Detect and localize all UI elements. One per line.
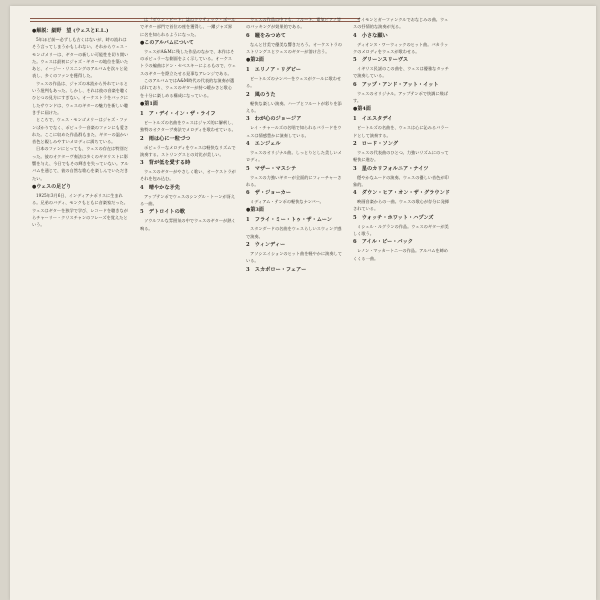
paragraph: ウェスの代表曲のひとつ。力強いリズムにのって軽快に進む。 — [353, 149, 449, 163]
paragraph: レイ・チャールズの名唱で知られるバラードをウェスは情感豊かに演奏している。 — [246, 125, 342, 138]
paragraph: ウェスの力強いギターが全面的にフィーチャーされる。 — [246, 174, 342, 187]
track-title: 2 ロード・ソング — [353, 140, 399, 147]
paragraph: 穏やかなムードの演奏。ウェスの優しい音色が印象的。 — [353, 174, 449, 187]
track-title: 2 ウィンディー — [246, 242, 286, 249]
paragraph: ウェスがA&Mに残した作品のなかで、本作はそのポピュラーな側面をよく示している。オーケストラの編曲はドン・セベスキーによるもので、ウェスのギターを際立たせる見事なアレンジである。 — [140, 48, 236, 76]
paragraph: ミディアム・テンポの軽快なナンバー。 — [250, 199, 324, 205]
track-title: 5 デトロイトの歌 — [140, 209, 185, 216]
paragraph: 映画音楽からの一曲。ウェスの歌心が存分に発揮されている。 — [353, 199, 449, 212]
section-heading: ●第1面 — [140, 100, 158, 107]
track-title: 1 ア・デイ・イン・ザ・ライフ — [140, 110, 216, 117]
paragraph: ミシェル・ルグランの作品。ウェスのギターが美しく歌う。 — [353, 223, 449, 237]
paragraph: アップテンポでウェスのシングル・トーンが冴える一曲。 — [140, 193, 236, 207]
paragraph: 軽快な楽しい演奏。ハープとフルートが彩りを添える。 — [246, 100, 342, 114]
column-4 — [353, 16, 451, 262]
track-title: 1 フライ・ミー・トゥ・ザ・ムーン — [246, 217, 332, 224]
notes-subtitle: (ウェスとE.L.) — [73, 28, 109, 34]
paragraph: ウェスのオリジナル曲。しっとりとした美しいメロディ。 — [246, 149, 342, 163]
paragraph: ビートルズの名曲をウェスはジャズ的に解釈し、独特のオクターヴ奏法でメロディを歌わせている。 — [140, 119, 236, 133]
notes-header — [32, 26, 130, 36]
paragraph: イギリス民謡のこの曲を、ウェスは優雅なタッチで演奏している。 — [353, 66, 449, 79]
paragraph: ポピュラーなメロディをウェスは軽快なリズムで演奏する。ストリングスとの対比が美しい。 — [140, 144, 236, 157]
paragraph: ウェスのギターがやさしく歌い、オーケストラがそれを包み込む。 — [140, 169, 236, 182]
track-title: 3 わが心のジョージア — [246, 116, 302, 123]
notes-header-mark: ●解説： — [32, 28, 52, 34]
track-title: 6 瞳をみつめて — [246, 32, 286, 39]
paragraph: ウェスの作品は、ジャズの本流から外れているという批判もあった。しかし、それは彼の音楽を聴くひとつの見方にすぎない。オーケストラをバックにしたサウンドは、ウェスのギターの魅力を新しい聴き手に届けた。 — [32, 80, 129, 115]
column-3 — [246, 16, 344, 275]
paragraph: ところで、ウェス・モンゴメリーはジャズ・ファンばかりでなく、ポピュラー音楽のファンにも愛された。ここに収めた作品群もまた、ギターの温かい音色と親しみやすいメロディに満ちている。 — [32, 117, 129, 145]
track-title: 2 風のうた — [246, 91, 276, 98]
paragraph: 1925年3月6日、インディアナポリスに生まれる。兄弟のバディ、モンクもともに音楽家だった。ウェスはギターを独学で学び、レコードを聴きながらチャーリー・クリスチャンのフレーズを覚えたという。 — [32, 192, 128, 228]
track-title: 5 ウォッチ・ホワット・ハプンズ — [353, 214, 434, 221]
paragraph: 日本のファンにとっても、ウェスの存在は特別だった。彼のオクターヴ奏法は多くのギタリストに影響を与え、今日でもその輝きを失っていない。アルバムを通じて、彼の自然な歌心を楽しんでいただきたい。 — [32, 146, 129, 181]
track-title: 3 星のカリフォルニア・ナイツ — [353, 165, 429, 172]
paragraph: このアルバムではA&M時代の代表的な演奏が選ばれており、ウェスのギターが持つ暖かさと歌心を十分に楽しめる構成になっている。 — [140, 78, 235, 98]
paragraph: は「ダウン・ビート」誌のクリティック・ポールでギター部門で首位の座を獲得し、一躍ジャズ界に名を知られるようになった。 — [140, 17, 236, 37]
column-1 — [32, 26, 130, 228]
paragraph: アソシエイションのヒット曲を軽やかに演奏している。 — [246, 251, 342, 264]
paragraph: サイモンとガーファンクルでおなじみの曲。ウェスの抒情的な演奏が光る。 — [353, 17, 449, 30]
track-title: 3 スカボロー・フェアー — [246, 266, 307, 273]
paragraph: ビートルズのナンバーをウェスがクールに歌わせる。 — [246, 76, 342, 89]
track-title: 2 雨は心に一粒づつ — [140, 135, 191, 142]
paragraph: ウェスのオリジナル。アップテンポで快調に飛ばす。 — [353, 90, 448, 104]
track-title: 5 マザー・マスシテ — [246, 165, 297, 172]
section-heading: ●このアルバムについて — [140, 39, 194, 46]
track-title: 4 ダウン・ヒア・オン・ザ・グラウンド — [353, 190, 450, 197]
track-title: 4 小さな願い — [353, 32, 388, 39]
column-2 — [140, 16, 236, 232]
track-title: 1 エリノア・リグビー — [246, 67, 301, 74]
liner-notes-sheet — [10, 6, 596, 600]
section-heading: ●第3面 — [246, 207, 264, 214]
track-title: 4 晴やかな矛先 — [140, 184, 180, 191]
paragraph: ソウルフルな雰囲気の中でウェスのギターが熱く鳴る。 — [140, 218, 236, 231]
paragraph: なんと甘美で優美な響きだろう。オーケストラのストリングスとウェスのギターが溶け合う。 — [246, 41, 342, 54]
paragraph: 5年ほど前—必ずしも古くはないが、時の流れはそう言ってしまうかもしれない。それからウェス・モンゴメリーは、ギターの新しい可能性を切り開いた。ウェスは最初にジャズ・ギターの地位を築いたあと、イージー・リスニングのアルバムを次々と発表し、多くのファンを獲得した。 — [32, 37, 129, 79]
track-title: 6 アップ・アンド・アット・イット — [353, 81, 439, 88]
track-title: 5 グリーンスリーヴス — [353, 57, 409, 64]
track-title: 6 アイル・ビー・バック — [353, 239, 413, 246]
section-heading: ●第2面 — [246, 57, 264, 64]
paragraph: ウェスの作品の中でも、フルート、電気ピアノ等のバッキングが効果的である。 — [246, 17, 342, 30]
paragraph: スタンダードの名曲をウェスらしいスウィング感で演奏。 — [246, 226, 342, 239]
paragraph: ビートルズの名曲を、ウェスは心に沁みるバラードとして演奏する。 — [353, 125, 449, 138]
section-heading: ●ウェスの足どり — [32, 183, 72, 190]
track-title: 1 イエスタデイ — [353, 116, 393, 123]
track-title: 6 ザ・ジョーカー — [246, 190, 291, 197]
track-title: 4 エンジェル — [246, 140, 281, 147]
track-title: 3 背が低を愛する時 — [140, 160, 191, 167]
paragraph: レノン・マッカートニーの作品。アルバムを締めくくる一曲。 — [353, 248, 448, 261]
notes-author: 細野 望 — [51, 28, 72, 34]
section-heading: ●第4面 — [353, 106, 371, 113]
paragraph: ディオンヌ・ワーウィックのヒット曲。バカラックのメロディをウェスが歌わせる。 — [353, 41, 449, 54]
